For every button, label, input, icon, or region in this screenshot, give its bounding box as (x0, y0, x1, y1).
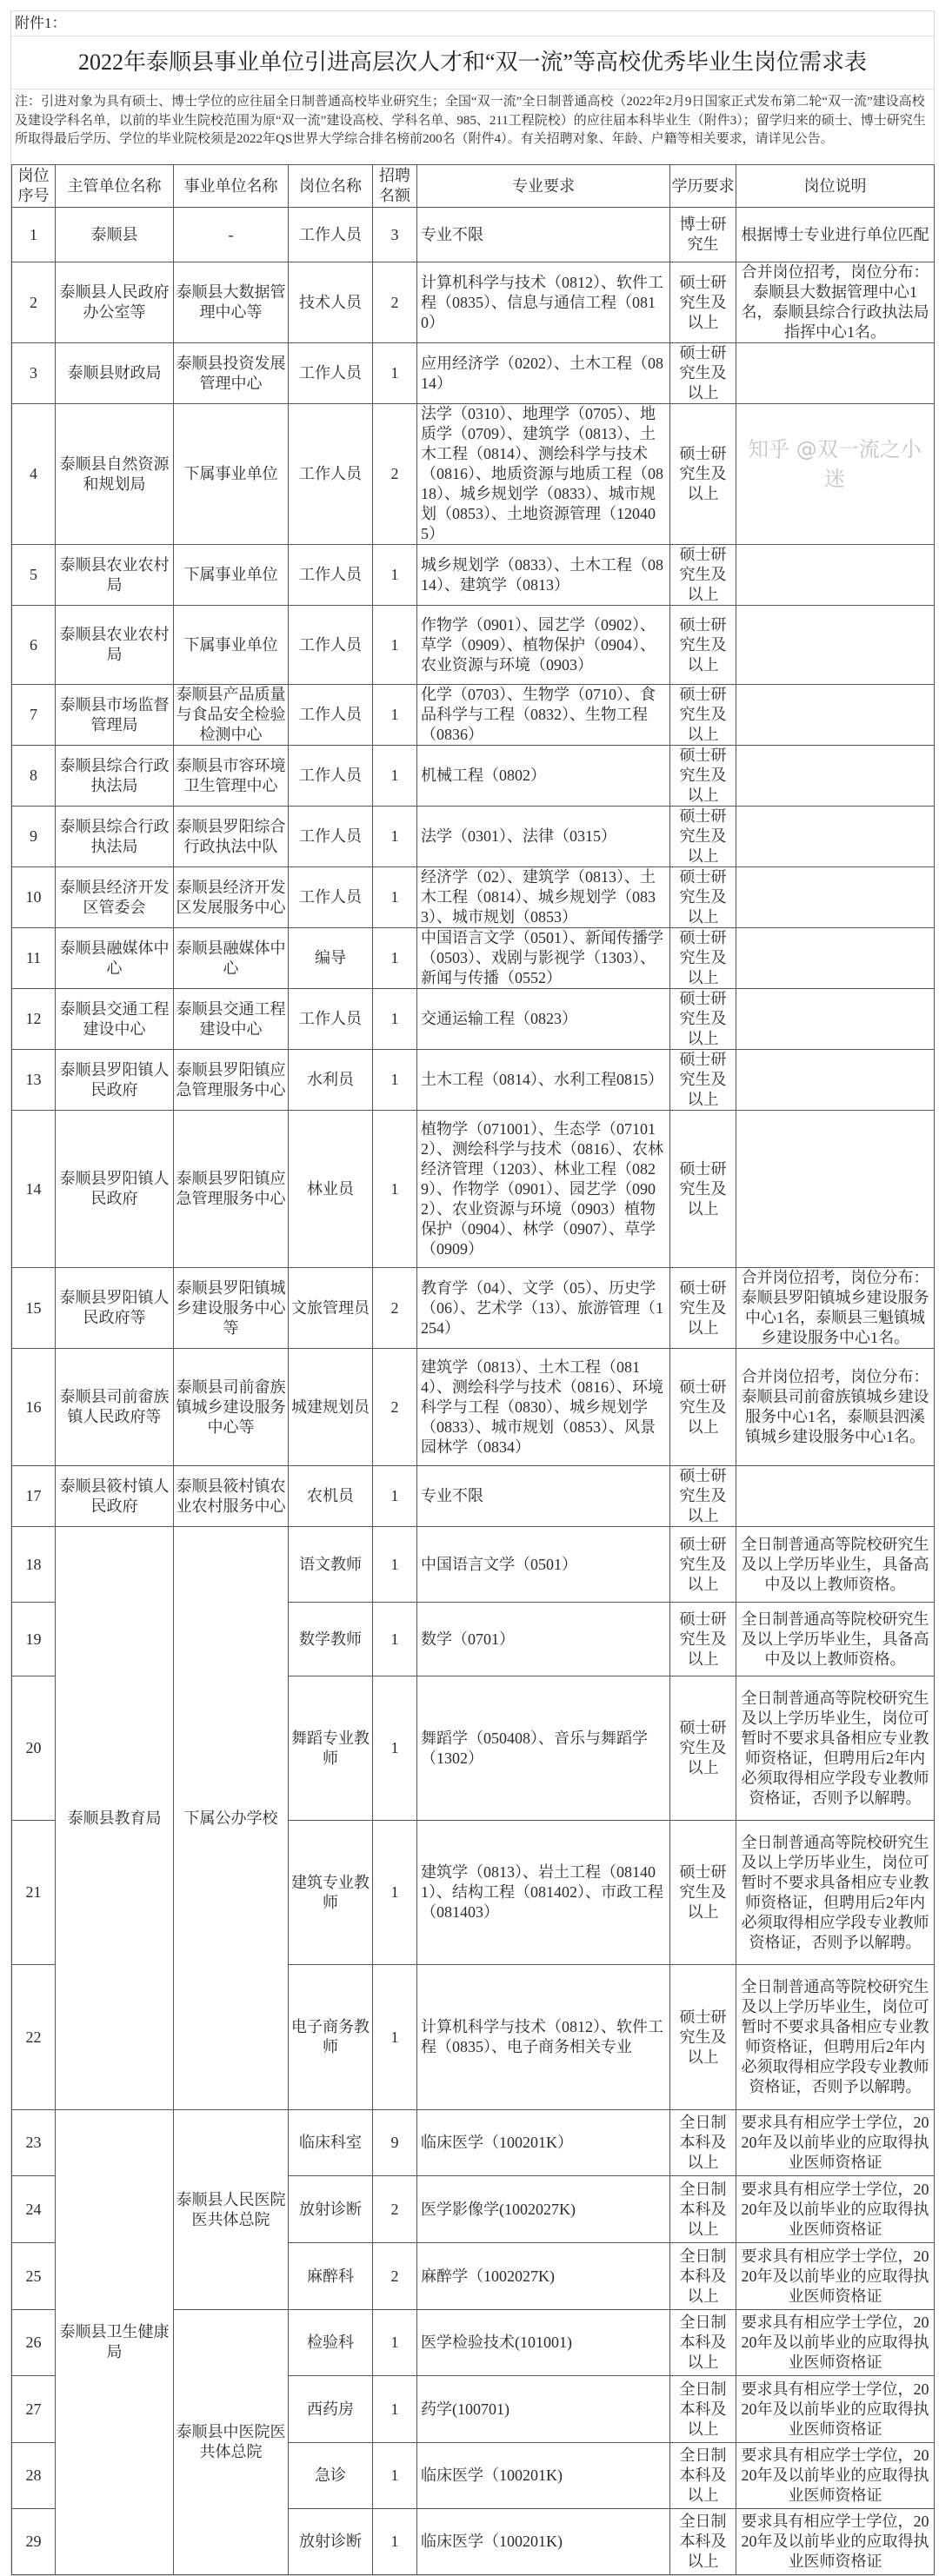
cell-department: 泰顺县罗阳镇人民政府 (56, 1050, 174, 1111)
header-dept: 主管单位名称 (56, 165, 174, 208)
cell-position-no: 7 (12, 685, 56, 746)
cell-count: 1 (373, 989, 417, 1050)
cell-department: 泰顺县罗阳镇人民政府等 (56, 1268, 174, 1349)
cell-description (736, 545, 935, 606)
cell-count: 1 (373, 1676, 417, 1821)
cell-education: 硕士研究生及以上 (670, 1349, 736, 1466)
document-note: 注：引进对象为具有硕士、博士学位的应往届全日制普通高校毕业研究生；全国“双一流”全日制普通高校（2022年2月9日国家正式发布第二轮“双一流”建设高校及建设学科名单，以前的毕业生院校范围为原“双一流”建设高校、学科名单、985、211工程院校）的应往届本科毕业生（附件3）；留学归来的硕士、博士研究生所取得最后学历、学位的毕业院校须是2022年QS世界大学综合排名榜前200名（附件4）。有关招聘对象、年龄、户籍等相关要求，请详见公告。 (15, 95, 926, 146)
positions-table (11, 164, 935, 2575)
cell-unit: 泰顺县产品质量与食品安全检验检测中心 (174, 685, 289, 746)
cell-position-no: 8 (12, 746, 56, 807)
cell-position-no: 12 (12, 989, 56, 1050)
header-post: 岗位名称 (289, 165, 373, 208)
cell-post-name: 放射诊断 (289, 2509, 373, 2575)
cell-major: 化学（0703）、生物学（0710）、食品科学与工程（0832）、生物工程（0836） (417, 685, 670, 746)
cell-description (736, 746, 935, 807)
cell-position-no: 17 (12, 1466, 56, 1527)
cell-count: 9 (373, 2110, 417, 2176)
cell-position-no: 22 (12, 1965, 56, 2110)
cell-description: 合并岗位招考，岗位分布：泰顺县大数据管理中心1名，泰顺县综合行政执法局指挥中心1名。 (736, 262, 935, 343)
cell-description: 全日制普通高等院校研究生及以上学历毕业生，具备高中及以上教师资格。 (736, 1527, 935, 1603)
cell-position-no: 14 (12, 1111, 56, 1268)
cell-count: 1 (373, 685, 417, 746)
cell-major: 医学影像学(1002027K) (417, 2176, 670, 2243)
cell-position-no: 9 (12, 807, 56, 867)
cell-department: 泰顺县卫生健康局 (56, 2110, 174, 2575)
cell-description (736, 1111, 935, 1268)
cell-unit: 泰顺县罗阳综合行政执法中队 (174, 807, 289, 867)
cell-unit: 泰顺县罗阳镇应急管理服务中心 (174, 1050, 289, 1111)
cell-major: 临床医学（100201K) (417, 2443, 670, 2509)
cell-description (736, 989, 935, 1050)
cell-education: 全日制本科及以上 (670, 2110, 736, 2176)
cell-description (736, 928, 935, 989)
cell-position-no: 23 (12, 2110, 56, 2176)
table-row (12, 1466, 935, 1527)
table-row (12, 343, 935, 404)
cell-education: 硕士研究生及以上 (670, 989, 736, 1050)
table-row (12, 928, 935, 989)
cell-position-no: 13 (12, 1050, 56, 1111)
cell-education: 硕士研究生及以上 (670, 1676, 736, 1821)
cell-department: 泰顺县综合行政执法局 (56, 746, 174, 807)
cell-count: 1 (373, 867, 417, 928)
cell-post-name: 工作人员 (289, 867, 373, 928)
cell-description: 要求具有相应学士学位，2020年及以前毕业的应取得执业医师资格证 (736, 2509, 935, 2575)
cell-education: 全日制本科及以上 (670, 2376, 736, 2443)
cell-count: 1 (373, 606, 417, 685)
cell-major: 应用经济学（0202）、土木工程（0814） (417, 343, 670, 404)
cell-department: 泰顺县农业农村局 (56, 545, 174, 606)
attachment-label: 附件1： (11, 11, 934, 37)
cell-position-no: 15 (12, 1268, 56, 1349)
cell-department: 泰顺县市场监督管理局 (56, 685, 174, 746)
cell-count: 2 (373, 2243, 417, 2310)
cell-position-no: 27 (12, 2376, 56, 2443)
cell-description: 全日制普通高等院校研究生及以上学历毕业生，岗位可暂时不要求具备相应专业教师资格证，但聘用后2年内必须取得相应学段专业教师资格证，否则予以解聘。 (736, 1821, 935, 1965)
cell-description: 要求具有相应学士学位，2020年及以前毕业的应取得执业医师资格证 (736, 2110, 935, 2176)
cell-post-name: 工作人员 (289, 545, 373, 606)
header-desc: 岗位说明 (736, 165, 935, 208)
cell-count: 1 (373, 1527, 417, 1603)
cell-position-no: 20 (12, 1676, 56, 1821)
cell-department: 泰顺县综合行政执法局 (56, 807, 174, 867)
cell-department: 泰顺县人民政府办公室等 (56, 262, 174, 343)
cell-count: 1 (373, 1466, 417, 1527)
cell-education: 全日制本科及以上 (670, 2443, 736, 2509)
cell-count: 1 (373, 746, 417, 807)
cell-count: 1 (373, 1821, 417, 1965)
cell-position-no: 26 (12, 2310, 56, 2376)
cell-description (736, 1050, 935, 1111)
cell-education: 硕士研究生及以上 (670, 1527, 736, 1603)
cell-unit: 下属公办学校 (174, 1527, 289, 2110)
cell-description: 合并岗位招考，岗位分布：泰顺县罗阳镇城乡建设服务中心1名，泰顺县三魁镇城乡建设服务中心1名。 (736, 1268, 935, 1349)
cell-department: 泰顺县罗阳镇人民政府 (56, 1111, 174, 1268)
cell-major: 专业不限 (417, 208, 670, 262)
cell-major: 数学（0701） (417, 1603, 670, 1676)
cell-count: 1 (373, 928, 417, 989)
cell-post-name: 文旅管理员 (289, 1268, 373, 1349)
cell-description: 要求具有相应学士学位，2020年及以前毕业的应取得执业医师资格证 (736, 2443, 935, 2509)
cell-position-no: 28 (12, 2443, 56, 2509)
cell-major: 计算机科学与技术（0812）、软件工程（0835）、信息与通信工程（0810） (417, 262, 670, 343)
cell-education: 硕士研究生及以上 (670, 807, 736, 867)
cell-post-name: 麻醉科 (289, 2243, 373, 2310)
cell-major: 药学(100701) (417, 2376, 670, 2443)
cell-count: 1 (373, 2509, 417, 2575)
cell-major: 教育学（04）、文学（05）、历史学（06）、艺术学（13）、旅游管理（1254） (417, 1268, 670, 1349)
cell-department: 泰顺县教育局 (56, 1527, 174, 2110)
header-no: 岗位序号 (12, 165, 56, 208)
cell-major: 舞蹈学（050408）、音乐与舞蹈学（1302） (417, 1676, 670, 1821)
cell-count: 2 (373, 262, 417, 343)
cell-position-no: 3 (12, 343, 56, 404)
cell-unit: 泰顺县融媒体中心 (174, 928, 289, 989)
cell-education: 硕士研究生及以上 (670, 867, 736, 928)
table-row (12, 807, 935, 867)
document-frame (10, 10, 935, 2576)
cell-major: 建筑学（0813）、土木工程（0814）、测绘科学与技术（0816）、环境科学与工程（0830）、城乡规划学（0833）、城市规划（0853）、风景园林学（0834） (417, 1349, 670, 1466)
cell-position-no: 11 (12, 928, 56, 989)
cell-post-name: 工作人员 (289, 685, 373, 746)
cell-department: 泰顺县融媒体中心 (56, 928, 174, 989)
cell-description: 要求具有相应学士学位，2020年及以前毕业的应取得执业医师资格证 (736, 2376, 935, 2443)
cell-education: 全日制本科及以上 (670, 2310, 736, 2376)
cell-department: 泰顺县自然资源和规划局 (56, 404, 174, 545)
cell-position-no: 25 (12, 2243, 56, 2310)
table-row (12, 1268, 935, 1349)
cell-count: 2 (373, 1268, 417, 1349)
cell-major: 建筑学（0813）、岩土工程（081401）、结构工程（081402）、市政工程（081403） (417, 1821, 670, 1965)
cell-major: 法学（0310）、地理学（0705）、地质学（0709）、建筑学（0813）、土木工程（0814）、测绘科学与技术（0816）、地质资源与地质工程（0818）、城乡规划学（0833）、城市规划（0853）、土地资源管理（120405） (417, 404, 670, 545)
cell-description (736, 685, 935, 746)
cell-department: 泰顺县司前畲族镇人民政府等 (56, 1349, 174, 1466)
table-row (12, 1349, 935, 1466)
cell-description (736, 606, 935, 685)
cell-description (736, 807, 935, 867)
header-edu: 学历要求 (670, 165, 736, 208)
cell-post-name: 语文教师 (289, 1527, 373, 1603)
cell-description: 根据博士专业进行单位匹配 (736, 208, 935, 262)
cell-post-name: 舞蹈专业教师 (289, 1676, 373, 1821)
cell-department: 泰顺县农业农村局 (56, 606, 174, 685)
table-row (12, 989, 935, 1050)
cell-major: 作物学（0901）、园艺学（0902）、草学（0909）、植物保护（0904）、农业资源与环境（0903） (417, 606, 670, 685)
cell-unit: 泰顺县市容环境卫生管理中心 (174, 746, 289, 807)
cell-education: 硕士研究生及以上 (670, 1050, 736, 1111)
cell-major: 城乡规划学（0833）、土木工程（0814）、建筑学（0813） (417, 545, 670, 606)
header-unit: 事业单位名称 (174, 165, 289, 208)
cell-count: 1 (373, 343, 417, 404)
cell-education: 博士研究生 (670, 208, 736, 262)
cell-count: 2 (373, 404, 417, 545)
table-row (12, 867, 935, 928)
cell-education: 硕士研究生及以上 (670, 1965, 736, 2110)
cell-education: 硕士研究生及以上 (670, 262, 736, 343)
cell-position-no: 21 (12, 1821, 56, 1965)
cell-education: 硕士研究生及以上 (670, 1821, 736, 1965)
cell-education: 全日制本科及以上 (670, 2509, 736, 2575)
cell-department: 泰顺县交通工程建设中心 (56, 989, 174, 1050)
table-row (12, 1527, 935, 1603)
cell-department: 泰顺县经济开发区管委会 (56, 867, 174, 928)
cell-post-name: 检验科 (289, 2310, 373, 2376)
table-row (12, 545, 935, 606)
cell-description: 要求具有相应学士学位，2020年及以前毕业的应取得执业医师资格证 (736, 2176, 935, 2243)
cell-unit: 泰顺县交通工程建设中心 (174, 989, 289, 1050)
cell-post-name: 工作人员 (289, 606, 373, 685)
cell-position-no: 29 (12, 2509, 56, 2575)
cell-position-no: 24 (12, 2176, 56, 2243)
cell-education: 硕士研究生及以上 (670, 545, 736, 606)
cell-count: 2 (373, 2176, 417, 2243)
cell-major: 土木工程（0814）、水利工程0815） (417, 1050, 670, 1111)
cell-description (736, 867, 935, 928)
table-row (12, 208, 935, 262)
cell-position-no: 5 (12, 545, 56, 606)
cell-post-name: 西药房 (289, 2376, 373, 2443)
cell-department: 泰顺县筱村镇人民政府 (56, 1466, 174, 1527)
cell-post-name: 工作人员 (289, 746, 373, 807)
cell-description: 要求具有相应学士学位，2020年及以前毕业的应取得执业医师资格证 (736, 2243, 935, 2310)
cell-major: 机械工程（0802） (417, 746, 670, 807)
table-header-row (12, 165, 935, 208)
cell-major: 中国语言文学（0501）、新闻传播学（0503）、戏剧与影视学（1303）、新闻与传播（0552） (417, 928, 670, 989)
cell-education: 硕士研究生及以上 (670, 685, 736, 746)
cell-major: 专业不限 (417, 1466, 670, 1527)
table-row (12, 685, 935, 746)
cell-position-no: 10 (12, 867, 56, 928)
cell-education: 硕士研究生及以上 (670, 606, 736, 685)
cell-department: 泰顺县 (56, 208, 174, 262)
cell-description: 要求具有相应学士学位，2020年及以前毕业的应取得执业医师资格证 (736, 2310, 935, 2376)
cell-post-name: 编导 (289, 928, 373, 989)
cell-count: 2 (373, 1349, 417, 1466)
cell-education: 硕士研究生及以上 (670, 928, 736, 989)
cell-description: 全日制普通高等院校研究生及以上学历毕业生，岗位可暂时不要求具备相应专业教师资格证，但聘用后2年内必须取得相应学段专业教师资格证，否则予以解聘。 (736, 1965, 935, 2110)
cell-post-name: 建筑专业教师 (289, 1821, 373, 1965)
cell-unit: 泰顺县投资发展管理中心 (174, 343, 289, 404)
cell-major: 植物学（071001）、生态学（071012）、测绘科学与技术（0816）、农林经济管理（1203）、林业工程（0829）、作物学（0901）、园艺学（0902）、农业资源与环境（0903）植物保护（0904）、林学（0907）、草学（0909） (417, 1111, 670, 1268)
cell-unit: 泰顺县罗阳镇城乡建设服务中心等 (174, 1268, 289, 1349)
cell-post-name: 林业员 (289, 1111, 373, 1268)
cell-post-name: 城建规划员 (289, 1349, 373, 1466)
cell-description: 全日制普通高等院校研究生及以上学历毕业生，具备高中及以上教师资格。 (736, 1603, 935, 1676)
cell-post-name: 农机员 (289, 1466, 373, 1527)
cell-major: 医学检验技术(101001) (417, 2310, 670, 2376)
cell-post-name: 工作人员 (289, 404, 373, 545)
cell-description: 全日制普通高等院校研究生及以上学历毕业生，岗位可暂时不要求具备相应专业教师资格证，但聘用后2年内必须取得相应学段专业教师资格证，否则予以解聘。 (736, 1676, 935, 1821)
cell-count: 1 (373, 1603, 417, 1676)
table-row (12, 1050, 935, 1111)
cell-count: 1 (373, 1050, 417, 1111)
cell-count: 1 (373, 2443, 417, 2509)
cell-education: 硕士研究生及以上 (670, 746, 736, 807)
cell-major: 临床医学（100201K） (417, 2110, 670, 2176)
table-row (12, 606, 935, 685)
document-title: 2022年泰顺县事业单位引进高层次人才和“双一流”等高校优秀毕业生岗位需求表 (11, 37, 934, 90)
cell-unit: 下属事业单位 (174, 545, 289, 606)
cell-education: 全日制本科及以上 (670, 2176, 736, 2243)
cell-count: 1 (373, 1111, 417, 1268)
cell-unit: - (174, 208, 289, 262)
cell-major: 麻醉学（1002027K) (417, 2243, 670, 2310)
cell-count: 1 (373, 2310, 417, 2376)
cell-position-no: 16 (12, 1349, 56, 1466)
table-row (12, 1111, 935, 1268)
table-row (12, 262, 935, 343)
cell-position-no: 4 (12, 404, 56, 545)
cell-major: 交通运输工程（0823） (417, 989, 670, 1050)
cell-post-name: 工作人员 (289, 343, 373, 404)
cell-post-name: 电子商务教师 (289, 1965, 373, 2110)
cell-unit: 泰顺县人民医院医共体总院 (174, 2110, 289, 2310)
header-major: 专业要求 (417, 165, 670, 208)
cell-education: 全日制本科及以上 (670, 2243, 736, 2310)
cell-post-name: 技术人员 (289, 262, 373, 343)
cell-description (736, 343, 935, 404)
cell-position-no: 6 (12, 606, 56, 685)
cell-post-name: 放射诊断 (289, 2176, 373, 2243)
cell-unit: 泰顺县罗阳镇应急管理服务中心 (174, 1111, 289, 1268)
cell-count: 1 (373, 545, 417, 606)
cell-post-name: 工作人员 (289, 989, 373, 1050)
cell-education: 硕士研究生及以上 (670, 343, 736, 404)
cell-education: 硕士研究生及以上 (670, 1268, 736, 1349)
cell-unit: 下属事业单位 (174, 606, 289, 685)
cell-post-name: 数学教师 (289, 1603, 373, 1676)
cell-description (736, 1466, 935, 1527)
cell-major: 经济学（02）、建筑学（0813）、土木工程（0814）、城乡规划学（0833）、城市规划（0853） (417, 867, 670, 928)
cell-post-name: 急诊 (289, 2443, 373, 2509)
cell-description: 合并岗位招考，岗位分布：泰顺县司前畲族镇城乡建设服务中心1名，泰顺县泗溪镇城乡建设服务中心1名。 (736, 1349, 935, 1466)
cell-unit: 泰顺县筱村镇农业农村服务中心 (174, 1466, 289, 1527)
cell-position-no: 19 (12, 1603, 56, 1676)
cell-unit: 泰顺县中医院医共体总院 (174, 2310, 289, 2575)
cell-unit: 泰顺县大数据管理中心等 (174, 262, 289, 343)
cell-post-name: 工作人员 (289, 807, 373, 867)
cell-major: 法学（0301）、法律（0315） (417, 807, 670, 867)
cell-unit: 泰顺县经济开发区发展服务中心 (174, 867, 289, 928)
cell-unit: 下属事业单位 (174, 404, 289, 545)
cell-count: 3 (373, 208, 417, 262)
cell-education: 硕士研究生及以上 (670, 1111, 736, 1268)
cell-count: 1 (373, 2376, 417, 2443)
cell-post-name: 水利员 (289, 1050, 373, 1111)
cell-major: 中国语言文学（0501） (417, 1527, 670, 1603)
header-count: 招聘名额 (373, 165, 417, 208)
cell-position-no: 18 (12, 1527, 56, 1603)
cell-unit: 泰顺县司前畲族镇城乡建设服务中心等 (174, 1349, 289, 1466)
watermark: 知乎 @双一流之小迷 (748, 437, 922, 491)
cell-post-name: 临床科室 (289, 2110, 373, 2176)
cell-post-name: 工作人员 (289, 208, 373, 262)
cell-education: 硕士研究生及以上 (670, 1466, 736, 1527)
cell-count: 1 (373, 807, 417, 867)
table-row (12, 2110, 935, 2176)
cell-position-no: 2 (12, 262, 56, 343)
cell-education: 硕士研究生及以上 (670, 404, 736, 545)
cell-position-no: 1 (12, 208, 56, 262)
cell-major: 临床医学（100201K) (417, 2509, 670, 2575)
cell-count: 1 (373, 1965, 417, 2110)
cell-department: 泰顺县财政局 (56, 343, 174, 404)
cell-major: 计算机科学与技术（0812）、软件工程（0835）、电子商务相关专业 (417, 1965, 670, 2110)
table-row (12, 746, 935, 807)
cell-education: 硕士研究生及以上 (670, 1603, 736, 1676)
